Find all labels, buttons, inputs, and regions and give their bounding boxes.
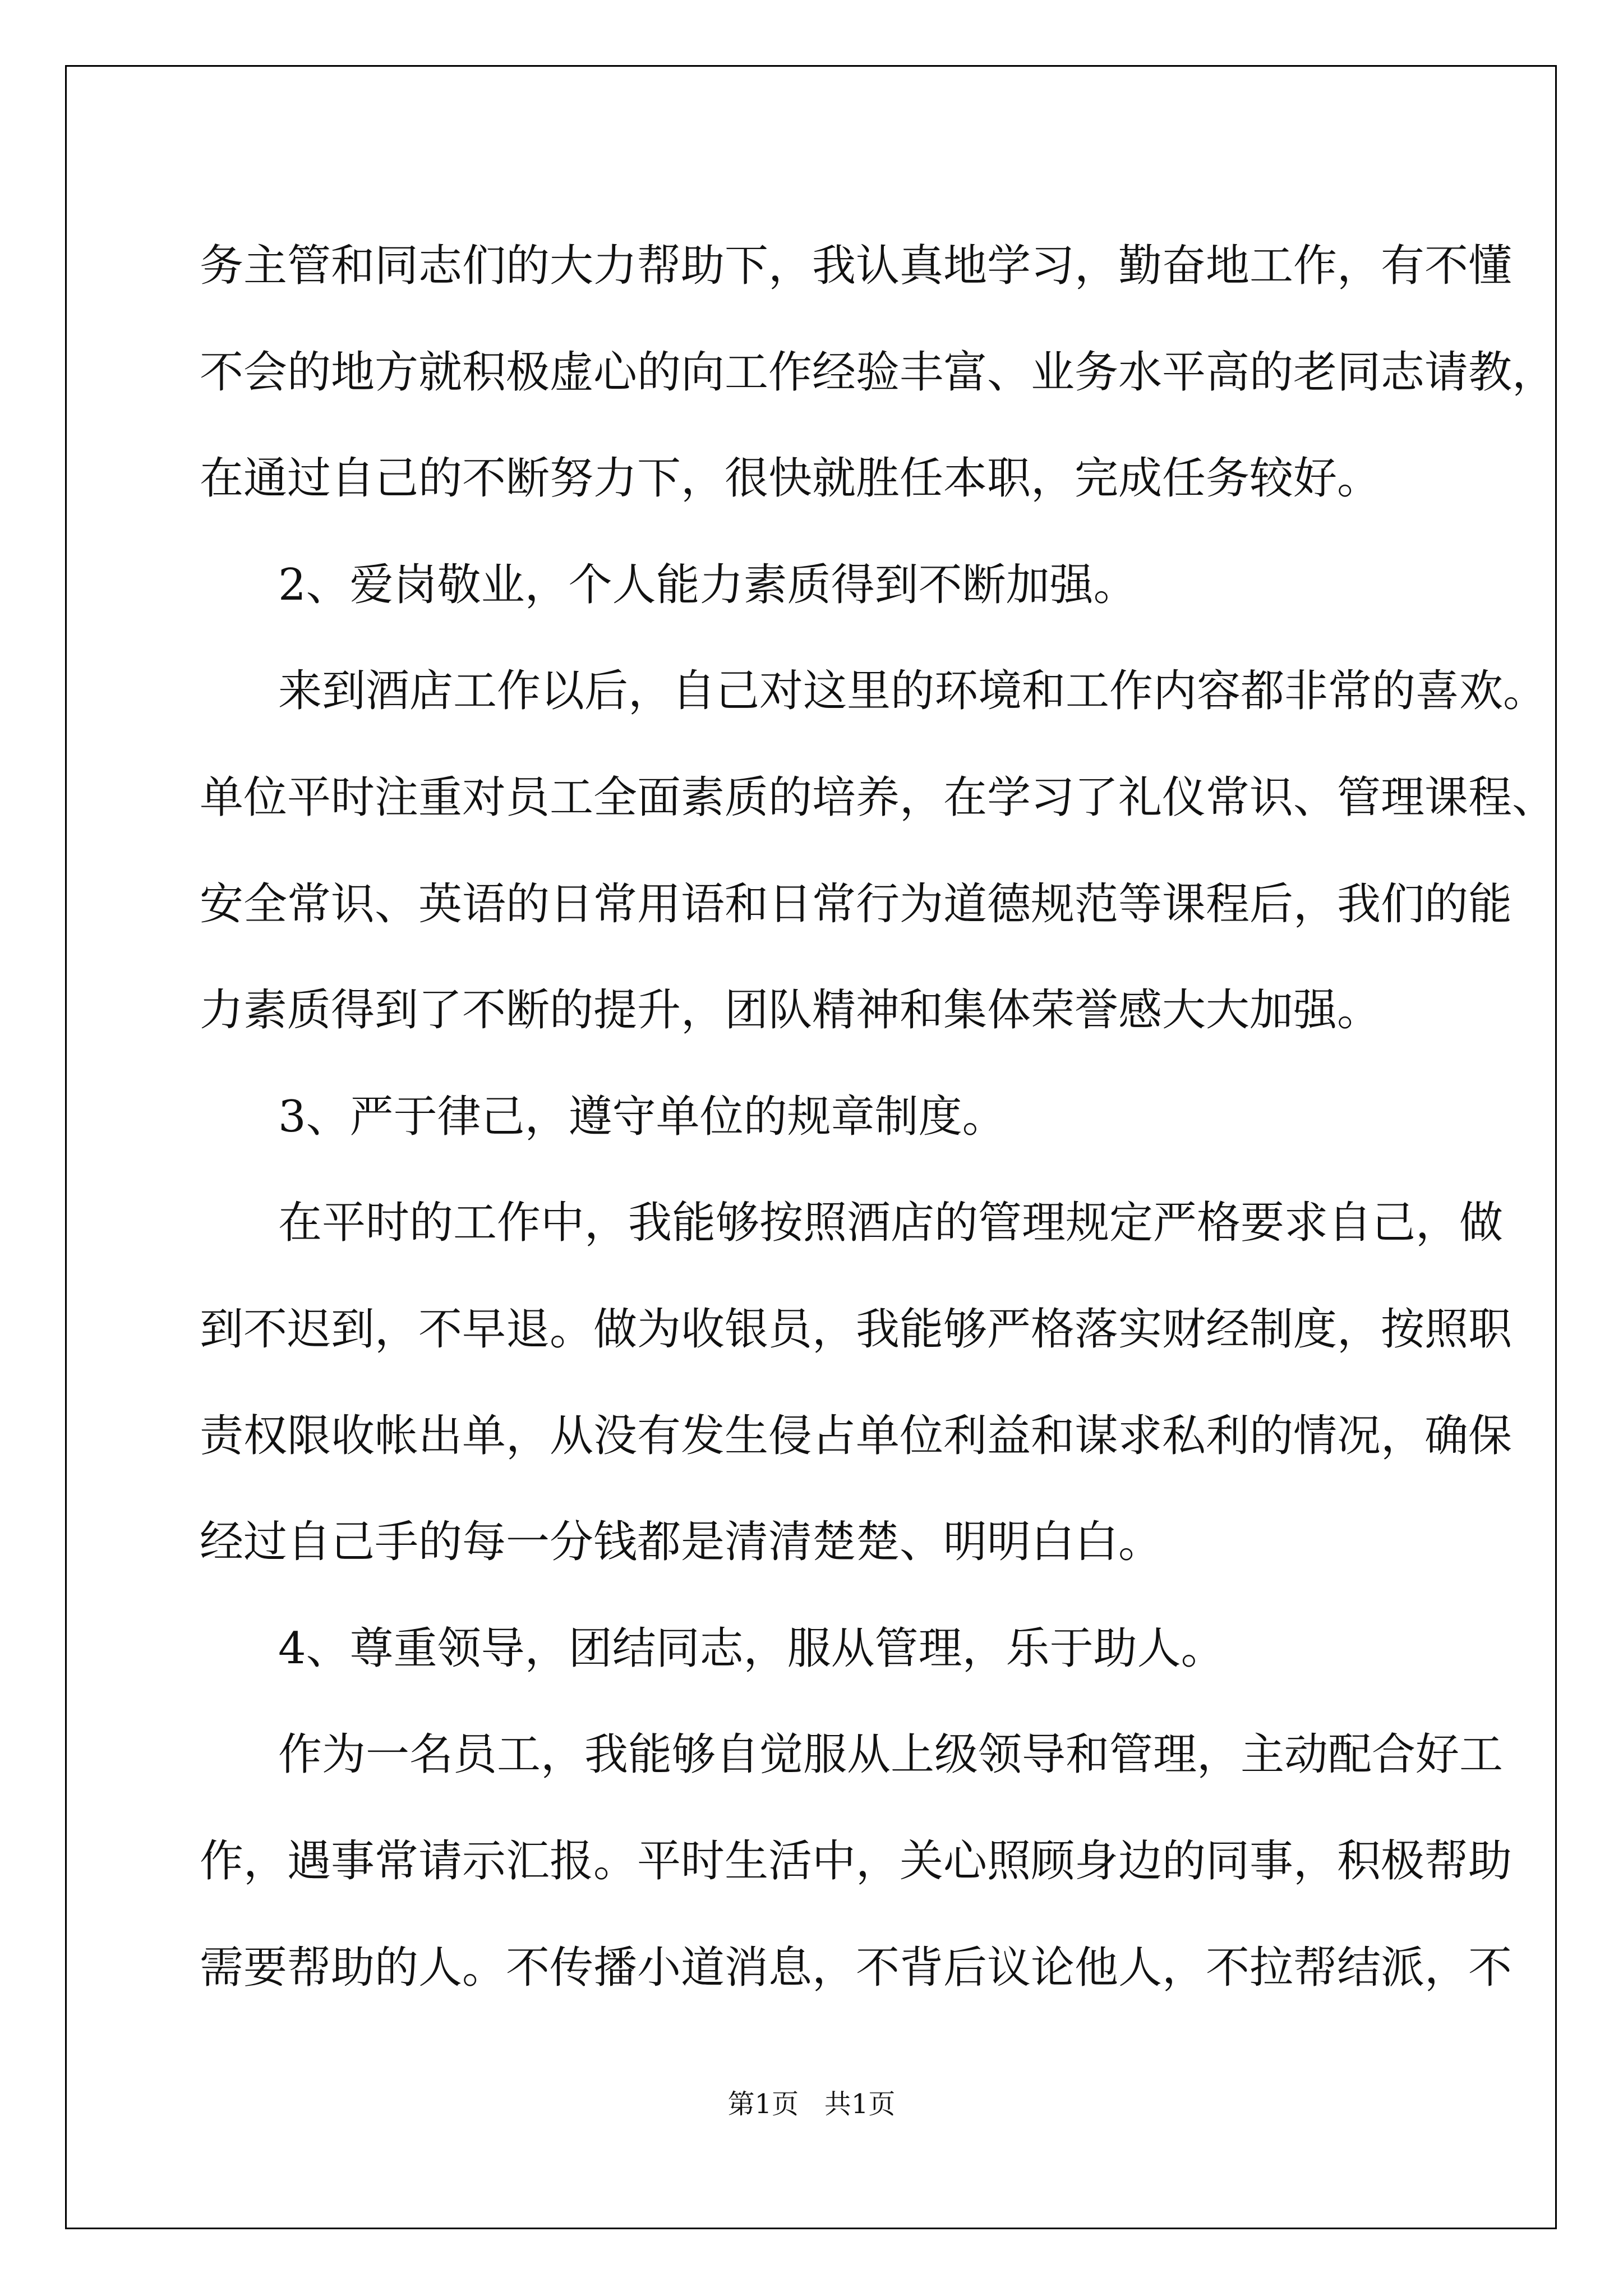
text-line: 经过自己手的每一分钱都是清清楚楚、明明白白。 [200, 1517, 1163, 1568]
text-line: 作，遇事常请示汇报。平时生活中，关心照顾身边的同事，积极帮助 [200, 1835, 1513, 1887]
text-line: 在平时的工作中，我能够按照酒店的管理规定严格要求自己，做 [278, 1198, 1504, 1249]
page-footer: 第1页 共1页 [727, 2088, 896, 2120]
document-body [200, 213, 1556, 2021]
text-line: 责权限收帐出单，从没有发生侵占单位利益和谋求私利的情况，确保 [200, 1410, 1513, 1461]
text-line: 不会的地方就积极虚心的向工作经验丰富、业务水平高的老同志请教， [200, 347, 1556, 398]
text-line: 单位平时注重对员工全面素质的培养，在学习了礼仪常识、管理课程、 [200, 772, 1556, 823]
text-line: 到不迟到，不早退。做为收银员，我能够严格落实财经制度，按照职 [200, 1304, 1513, 1355]
section-heading: 4、尊重领导，团结同志，服从管理，乐于助人。 [278, 1623, 1225, 1674]
text-line: 作为一名员工，我能够自觉服从上级领导和管理，主动配合好工 [278, 1729, 1504, 1780]
text-line: 需要帮助的人。不传播小道消息，不背后议论他人，不拉帮结派，不 [200, 1942, 1513, 1993]
text-line: 安全常识、英语的日常用语和日常行为道德规范等课程后，我们的能 [200, 878, 1513, 930]
section-heading: 3、严于律己，遵守单位的规章制度。 [278, 1091, 1006, 1142]
text-line: 务主管和同志们的大力帮助下，我认真地学习，勤奋地工作，有不懂 [200, 241, 1513, 291]
text-line: 力素质得到了不断的提升，团队精神和集体荣誉感大大加强。 [200, 985, 1381, 1036]
text-line: 在通过自己的不断努力下，很快就胜任本职，完成任务较好。 [200, 453, 1381, 504]
section-heading: 2、爱岗敬业，个人能力素质得到不断加强。 [278, 559, 1137, 610]
text-line: 来到酒店工作以后，自己对这里的环境和工作内容都非常的喜欢。 [278, 666, 1547, 717]
